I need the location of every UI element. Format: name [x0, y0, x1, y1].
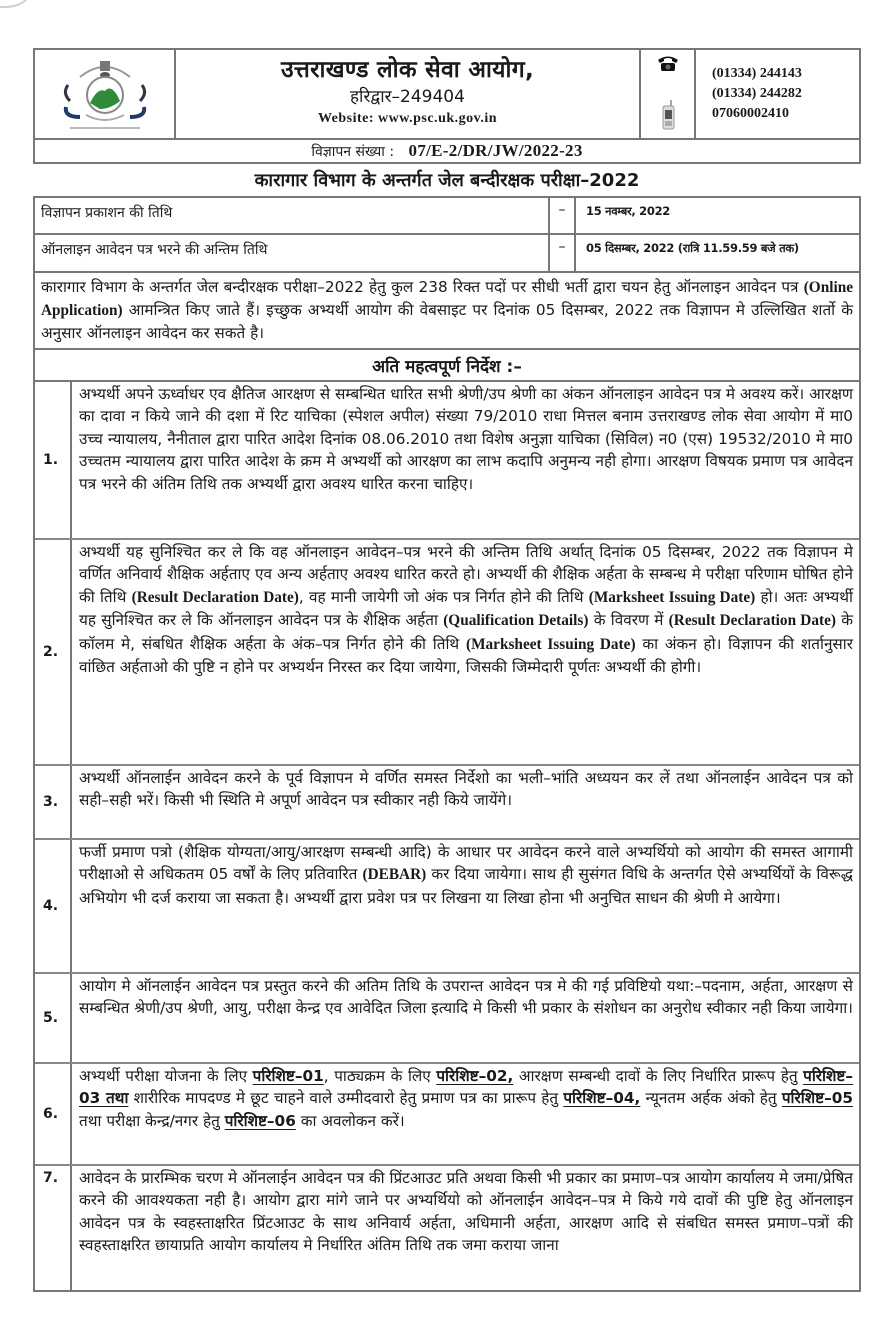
bold-term: (Qualification Details) [443, 612, 589, 630]
instruction-text [72, 1064, 859, 1164]
instruction-item [35, 974, 859, 1064]
appendix-reference: परिशिष्ट–03 तथा [79, 1067, 853, 1108]
instruction-text: अभ्यर्थी ऑनलाईन आवेदन करने के पूर्व विज्ञापन मे वर्णित समस्त निर्देशो का भली–भांति अध्ययन कर लें तथा ऑनलाईन आवेदन पत्र को सही–सही भरें। किसी भी स्थिति मे अपूर्ण आवेदन पत्र स्वीकार नही किये जायेंगे। [79, 769, 853, 810]
instruction-text-segment: का अंकन हो। विज्ञापन की शर्तानुसार वांछित अर्हताओ की पुष्टि न होने पर अभ्यर्थन निरस्त कर दिया जायेगा, जिसकी जिम्मेदारी पूर्णतः अभ्यर्थी की होगी। [79, 634, 853, 677]
instruction-text [72, 840, 859, 972]
intro-bold-text: (Online Application) [41, 279, 853, 319]
bold-term: (DEBAR) [362, 866, 427, 884]
appendix-reference: परिशिष्ट–02, [436, 1067, 514, 1085]
instruction-text-segment: अभ्यर्थी यह सुनिश्चित कर ले कि वह ऑनलाइन आवेदन–पत्र भरने की अन्तिम तिथि अर्थात् दिनांक 05 दिसम्बर, 2022 तक विज्ञापन मे वर्णित अनिवार्य शैक्षिक अर्हताए एव अन्य अर्हताए अवश्य धारित करते हो। अभ्यर्थी की शैक्षिक अर्हता के सम्बन्ध मे परीक्षा परिणाम घोषित होने की तिथि [79, 543, 853, 606]
contact-icons-cell [641, 50, 696, 138]
mobile-phone-icon [660, 100, 676, 130]
instruction-text-segment: फर्जी प्रमाण पत्रो (शैक्षिक योग्यता/आयु/आरक्षण सम्बन्धी आदि) के आधार पर आवेदन करने वाले अभ्यर्थियो को आयोग की समस्त आगामी परीक्षाओ से अधिकतम 05 वर्षों के लिए प्रतिवारित [79, 843, 853, 884]
instructions-list [35, 382, 859, 1290]
instruction-item [35, 1166, 859, 1290]
instruction-number: 1. [35, 382, 72, 538]
instruction-item [35, 540, 859, 766]
instruction-text-segment: के विवरण में [588, 611, 669, 630]
phone-numbers [696, 50, 859, 138]
instruction-text-segment: तथा परीक्षा केन्द्र/नगर हेतु [79, 1111, 225, 1130]
advertisement-number: 07/E-2/DR/JW/2022-23 [408, 141, 583, 160]
advertisement-number-row [33, 140, 861, 164]
phone-number: (01334) 244282 [712, 86, 802, 101]
instruction-text-segment: शारीरिक मापदण्ड मे छूट चाहने वाले उम्मीदवारो हेतु प्रमाण पत्र का प्रारूप हेतु [128, 1089, 564, 1108]
instruction-number: 2. [35, 540, 72, 764]
uttarakhand-psc-emblem-icon [50, 55, 160, 133]
instruction-text: आवेदन के प्रारम्भिक चरण मे ऑनलाईन आवेदन पत्र की प्रिंटआउट प्रति अथवा किसी भी प्रकार का प्रमाण–पत्र आयोग कार्यालय मे जमा/प्रेषित करने की आवश्यकता नही है। आयोग द्वारा मांगे जाने पर अभ्यर्थियो को ऑनलाईन आवेदन–पत्र मे किये गये दावों की पुष्टि हेतु ऑनलाइन आवेदन पत्र के स्वहस्ताक्षरित प्रिंटआउट के साथ अनिवार्य अर्हता, अधिमानी अर्हता, आरक्षण आदि से संबधित समस्त प्रमाण–पत्रों की स्वहस्ताक्षरित छायाप्रति आयोग कार्यालय मे निर्धारित अंतिम तिथि तक जमा कराया जाना [79, 1169, 853, 1255]
instruction-item [35, 382, 859, 540]
date-label: विज्ञापन प्रकाशन की तिथि [35, 198, 550, 233]
intro-paragraph [33, 273, 861, 350]
title-cell [176, 50, 641, 138]
instruction-number: 7. [35, 1166, 72, 1290]
date-separator: – [550, 235, 576, 271]
date-row [35, 235, 859, 271]
instruction-item [35, 1064, 859, 1166]
bold-term: (Result Declaration Date) [668, 612, 836, 630]
instruction-text: अभ्यर्थी अपने ऊर्ध्वाधर एव क्षैतिज आरक्षण से सम्बन्धित धारित सभी श्रेणी/उप श्रेणी का अंकन ऑनलाइन आवेदन पत्र मे अवश्य करें। आरक्षण का दावा न किये जाने की दशा में रिट याचिका (स्पेशल अपील) संख्या 79/2010 राधा मित्तल बनाम उत्तराखण्ड लोक सेवा आयोग में मा0 उच्च न्यायालय, नैनीताल द्वारा पारित आदेश दिनांक 08.06.2010 तथा विशेष अनुज्ञा याचिका (सिविल) न0 (एस) 19532/2010 मे मा0 उच्चतम न्यायालय द्वारा पारित आदेश के क्रम मे अभ्यर्थी को आरक्षण का लाभ कदापि अनुमन्य नही होगा। आरक्षण विषयक प्रमाण पत्र आवेदन पत्र भरने की अंतिम तिथि तक अभ्यर्थी द्वारा अवश्य धारित करना चाहिए। [79, 385, 853, 493]
date-value: 15 नवम्बर, 2022 [586, 204, 670, 218]
instruction-number: 5. [35, 974, 72, 1062]
appendix-reference: परिशिष्ट–05 [781, 1089, 853, 1108]
instruction-text-segment: कर दिया जायेगा। साथ ही सुसंगत विधि के अन्तर्गत ऐसे अभ्यर्थियों के विरूद्ध अभियोग भी दर्ज कराया जा सकता है। अभ्यर्थी द्वारा प्रवेश पत्र पर लिखना या लिखा होना भी अनुचित साधन की श्रेणी मे आयेगा। [79, 865, 853, 907]
instruction-item [35, 840, 859, 974]
appendix-reference: परिशिष्ट–04, [563, 1089, 641, 1108]
instruction-number: 4. [35, 840, 72, 972]
instruction-text-segment: आरक्षण सम्बन्धी दावों के लिए निर्धारित प्रारूप हेतु [513, 1067, 804, 1085]
appendix-reference: परिशिष्ट–01 [252, 1067, 324, 1085]
dates-table [33, 196, 861, 273]
org-name: उत्तराखण्ड लोक सेवा आयोग, [280, 57, 535, 83]
header-box [33, 48, 861, 140]
instruction-text-segment: हो। अतः अभ्यर्थी यह सुनिश्चित कर ले कि ऑनलाइन आवेदन पत्र के शैक्षिक अर्हता [79, 587, 853, 630]
website-text[interactable]: Website: www.psc.uk.gov.in [317, 111, 498, 126]
scan-corner-artifact [0, 0, 30, 8]
logo-cell [35, 50, 176, 138]
date-row [35, 198, 859, 235]
appendix-reference: परिशिष्ट–06 [224, 1111, 296, 1130]
instruction-text-segment: के कॉलम मे, संबधित शैक्षिक अर्हता के अंक–पत्र निर्गत होने की तिथि [79, 611, 853, 653]
bold-term: (Result Declaration Date) [131, 588, 299, 606]
instruction-text-segment: अभ्यर्थी परीक्षा योजना के लिए [79, 1067, 253, 1085]
instruction-text-segment: का अवलोकन करें। [295, 1111, 405, 1130]
intro-text: आमन्त्रित किए जाते हैं। इच्छुक अभ्यर्थी आयोग की वेबसाइट पर दिनांक 05 दिसम्बर, 2022 तक विज्ञापन मे उल्लिखित शर्तो के अनुसार ऑनलाइन आवेदन कर सकते है। [41, 301, 853, 342]
instruction-text: आयोग मे ऑनलाईन आवेदन पत्र प्रस्तुत करने की अतिम तिथि के उपरान्त आवेदन पत्र मे की गई प्रविष्टियो यथा:–पदनाम, अर्हता, आरक्षण से सम्बन्धित श्रेणी/उप श्रेणी, आयु, परीक्षा केन्द्र एव आवेदित जिला इत्यादि मे किसी भी प्रकार के संशोधन का अनुरोध स्वीकार नही किया जायेगा। [79, 977, 853, 1018]
bold-term: (Marksheet Issuing Date) [588, 588, 756, 606]
instruction-text-segment: न्यूनतम अर्हक अंको हेतु [640, 1089, 782, 1108]
advertisement-page [33, 48, 861, 1292]
instruction-text-segment: , वह मानी जायेगी जो अंक पत्र निर्गत होने की तिथि [298, 587, 589, 606]
intro-text: कारागार विभाग के अन्तर्गत जेल बन्दीरक्षक परीक्षा–2022 हेतु कुल 238 रिक्त पदों पर सीधी भर्ती द्वारा चयन हेतु ऑनलाइन आवेदन पत्र [41, 278, 804, 296]
instructions-table [33, 350, 861, 1292]
advertisement-label: विज्ञापन संख्या : [311, 144, 395, 160]
exam-title: कारागार विभाग के अन्तर्गत जेल बन्दीरक्षक परीक्षा–2022 [254, 170, 640, 191]
instruction-text-segment: , पाठ्यक्रम के लिए [323, 1067, 437, 1085]
date-value: 05 दिसम्बर, 2022 (रात्रि 11.59.59 बजे तक) [586, 241, 799, 255]
instruction-number: 3. [35, 766, 72, 838]
bold-term: (Marksheet Issuing Date) [466, 635, 636, 653]
telephone-icon [657, 55, 679, 71]
instruction-number: 6. [35, 1064, 72, 1164]
phone-number: 07060002410 [712, 106, 789, 121]
instruction-text [72, 540, 859, 764]
date-label: ऑनलाइन आवेदन पत्र भरने की अन्तिम तिथि [35, 235, 550, 271]
phone-number: (01334) 244143 [712, 66, 802, 81]
date-separator: – [550, 198, 576, 233]
instructions-heading: अति महत्वपूर्ण निर्देश :– [35, 350, 859, 382]
org-address: हरिद्वार–249404 [350, 87, 465, 107]
instruction-item [35, 766, 859, 840]
